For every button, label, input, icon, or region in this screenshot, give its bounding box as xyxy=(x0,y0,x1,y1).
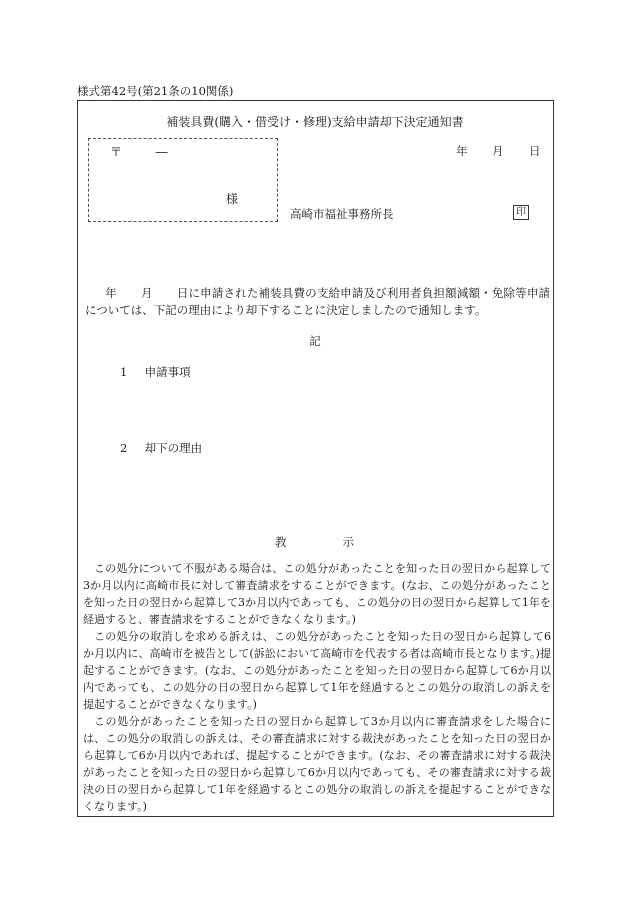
intro-month: 月 xyxy=(140,286,153,300)
item-number: 1 xyxy=(120,365,128,379)
instructions-heading: 教 示 xyxy=(275,535,356,549)
document-title: 補装具費(購入・借受け・修理)支給申請却下決定通知書 xyxy=(166,115,464,129)
notice-paragraph: この処分があったことを知った日の翌日から起算して3か月以内に審査請求をした場合には、この処分の取消しの訴えは、その審査請求に対する裁決があったことを知った日の翌日から起算して6か月以内であれば、提起することができます。(なお、その審査請求に対する裁決があったことを知った日の翌日から起算して6か月以内であっても、その審査請求に対する裁決の日の翌日から起算して1年を経過するとこの処分の取消しの訴えを提起することができなくなります。) xyxy=(83,715,551,813)
item-number: 2 xyxy=(120,441,128,455)
item-rejection-reason xyxy=(120,440,202,456)
ki-heading: 記 xyxy=(309,334,321,348)
seal-mark: 印 xyxy=(513,205,529,220)
intro-paragraph xyxy=(85,285,550,319)
date-month: 月 xyxy=(492,144,504,158)
date-year: 年 xyxy=(456,144,468,158)
item-label: 却下の理由 xyxy=(144,441,203,455)
issuer-name: 高崎市福祉事務所長 xyxy=(290,207,394,221)
postal-code-line xyxy=(110,143,168,160)
recipient-honorific: 様 xyxy=(226,192,239,206)
item-label: 申請事項 xyxy=(144,365,191,379)
form-number-label: 様式第42号(第21条の10関係) xyxy=(77,84,234,98)
postal-dash: ― xyxy=(155,145,168,159)
intro-year: 年 xyxy=(105,286,117,300)
notice-paragraph: この処分の取消しを求める訴えは、この処分があったことを知った日の翌日から起算して6か月以内に、高崎市を被告として(訴訟において高崎市を代表する者は高崎市長となります。)提起することができます。(なお、この処分があったことを知った日の翌日から起算して6か月以内であっても、この処分の日の翌日から起算して1年を経過するとこの処分の取消しの訴えを提起することができなくなります。) xyxy=(83,630,551,711)
instructions-body xyxy=(83,560,551,815)
item-application-matter xyxy=(120,364,191,380)
intro-text: 日に申請された補装具費の支給申請及び利用者負担額減額・免除等申請については、下記の理由により却下することに決定しましたので通知します。 xyxy=(85,286,551,317)
notice-paragraph: この処分について不服がある場合は、この処分があったことを知った日の翌日から起算して3か月以内に高崎市長に対して審査請求をすることができます。(なお、この処分があったことを知った日の翌日から起算して3か月以内であっても、この処分の日の翌日から起算して1年を経過すると、審査請求をすることができなくなります。) xyxy=(83,562,551,626)
date-day: 日 xyxy=(529,144,541,158)
postal-mark: 〒 xyxy=(110,145,123,159)
